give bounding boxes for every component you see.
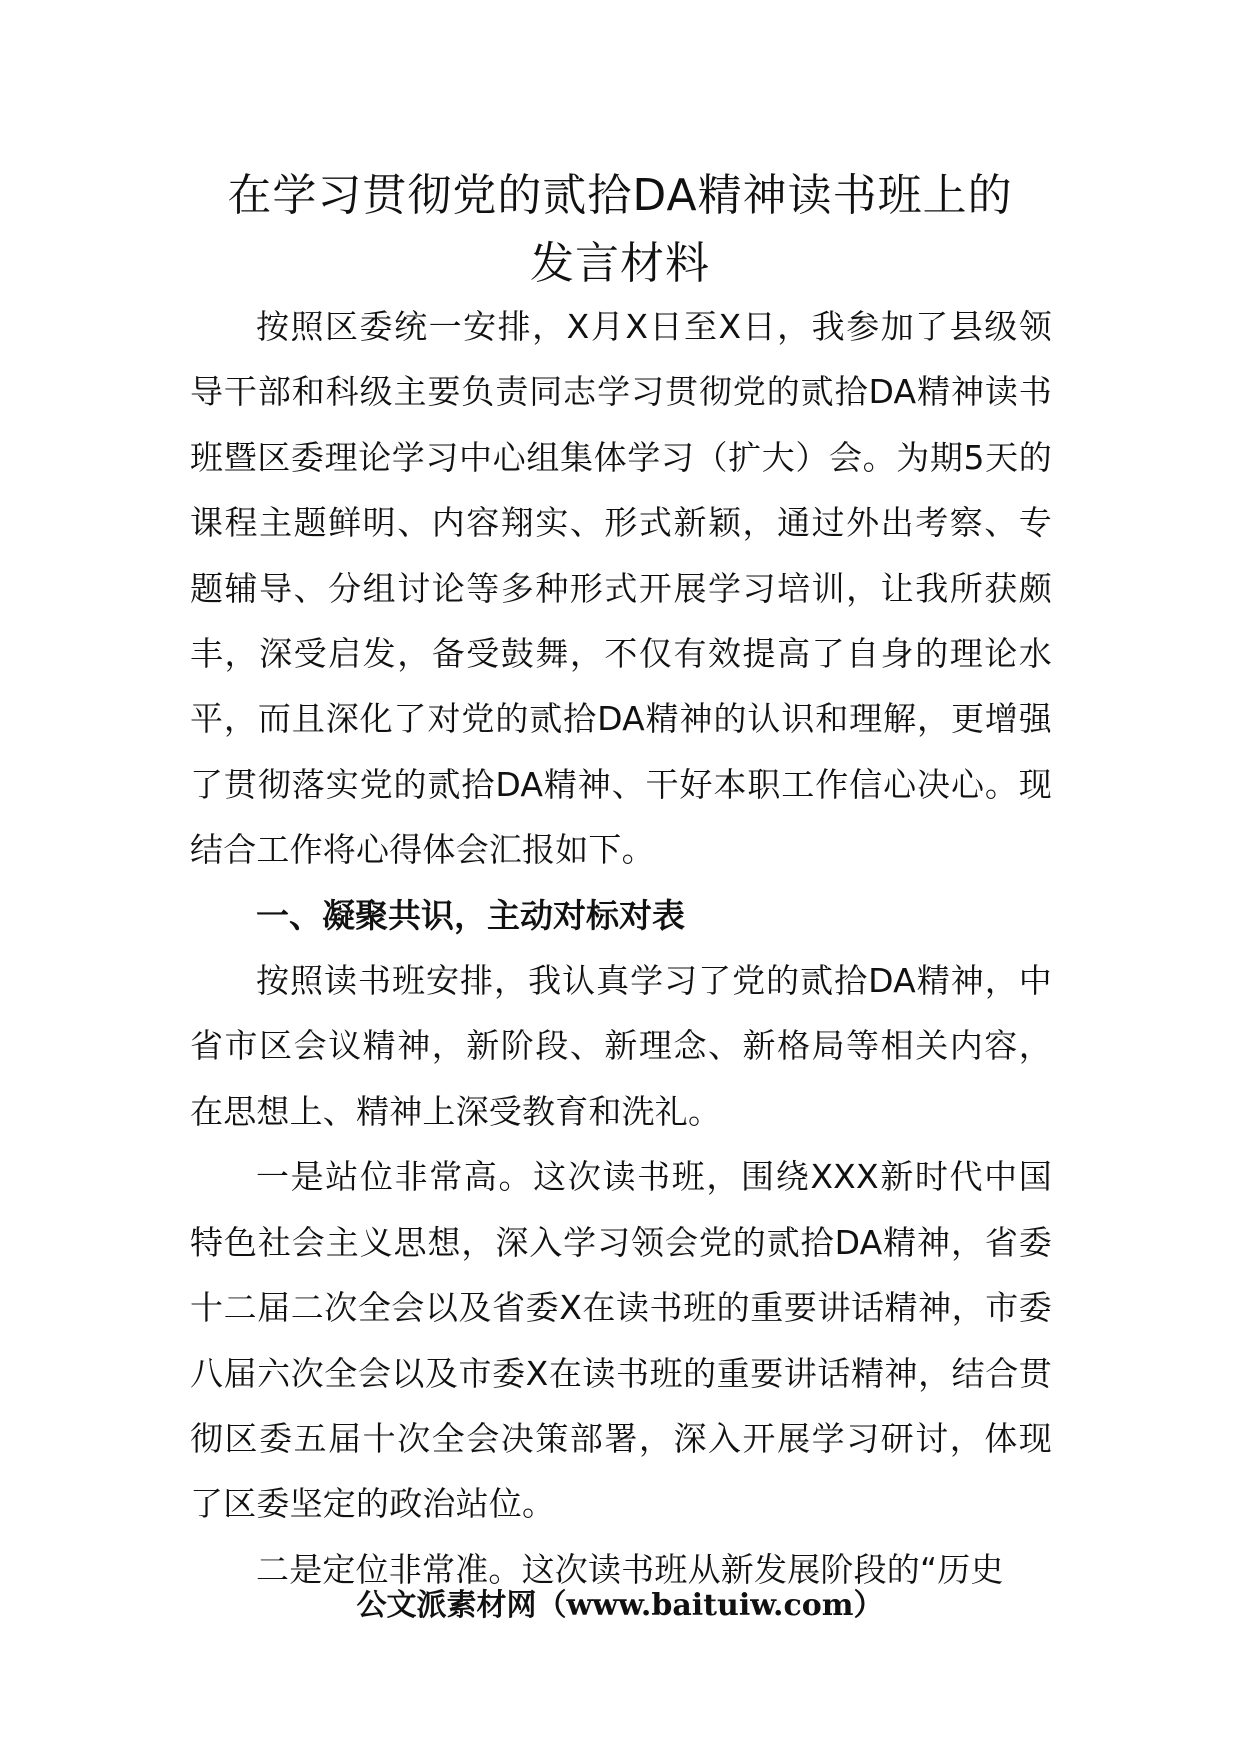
document-title-line-2: 发言材料 bbox=[530, 238, 710, 289]
body-paragraph: 按照读书班安排，我认真学习了党的贰拾DA精神，中省市区会议精神，新阶段、新理念、新格局等相关内容，在思想上、精神上深受教育和洗礼。 bbox=[190, 961, 1052, 1131]
body-paragraph: 一是站位非常高。这次读书班，围绕XXX新时代中国特色社会主义思想，深入学习领会党的贰拾DA精神，省委十二届二次全会以及省委X在读书班的重要讲话精神，市委八届六次全会以及市委X在读书班的重要讲话精神，结合贯彻区委五届十次全会决策部署，深入开展学习研讨，体现了区委坚定的政治站位。 bbox=[190, 1157, 1052, 1524]
document-title-line-1: 在学习贯彻党的贰拾DA精神读书班上的 bbox=[227, 170, 1013, 221]
body-paragraph: 按照区委统一安排，X月X日至X日，我参加了县级领导干部和科级主要负责同志学习贯彻党的贰拾DA精神读书班暨区委理论学习中心组集体学习（扩大）会。为期5天的课程主题鲜明、内容翔实、形式新颖，通过外出考察、专题辅导、分组讨论等多种形式开展学习培训，让我所获颇丰，深受启发，备受鼓舞，不仅有效提高了自身的理论水平，而且深化了对党的贰拾DA精神的认识和理解，更增强了贯彻落实党的贰拾DA精神、干好本职工作信心决心。现结合工作将心得体会汇报如下。 bbox=[190, 307, 1052, 870]
page-footer-watermark: 公文派素材网（www.baituiw.com） bbox=[356, 1588, 884, 1623]
body-paragraph: 二是定位非常准。这次读书班从新发展阶段的“历史 bbox=[256, 1549, 1004, 1589]
document-body bbox=[190, 294, 1052, 1602]
section-heading: 一、凝聚共识，主动对标对表 bbox=[256, 895, 685, 935]
